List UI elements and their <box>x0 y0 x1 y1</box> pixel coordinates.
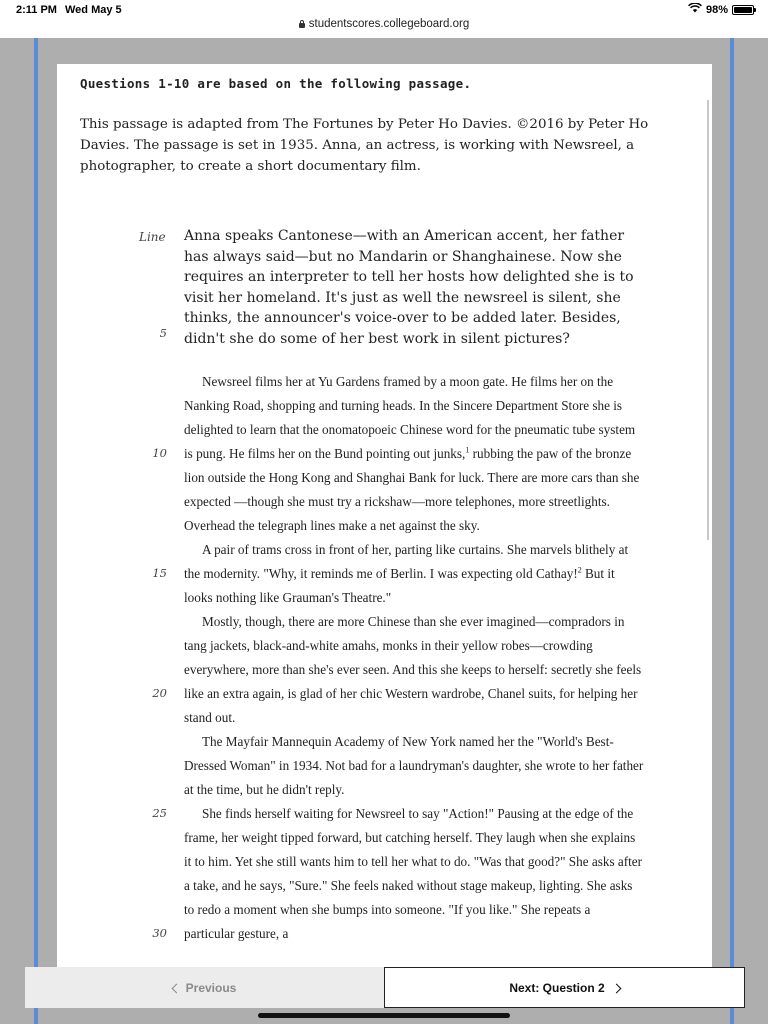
passage-body <box>184 370 644 946</box>
url-text: studentscores.collegeboard.org <box>308 18 470 30</box>
status-bar <box>0 0 768 38</box>
passage-intro: This passage is adapted from The Fortunes by Peter Ho Davies. ©2016 by Peter Ho Davies. The passage is set in 1935. Anna, an actress, is working with Newsreel, a photographer, to create a short documentary film. <box>80 117 649 174</box>
paragraph-text: Newsreel films her at Yu Gardens framed by a moon gate. He films her on the Nanking Road, shopping and turning heads. In the Sincere Department Store she is delighted to learn that the onomatopoeic Chinese word for the pneumatic tube system is pung. He films her on the Bund pointing out junks, <box>184 374 636 461</box>
previous-label: Previous <box>185 980 237 995</box>
next-label: Next: Question 2 <box>509 980 605 995</box>
battery-level <box>734 7 752 13</box>
status-date: Wed May 5 <box>65 4 122 16</box>
paragraph-text: But it looks nothing like Grauman's Theatre." <box>184 566 615 605</box>
paragraph-text: A pair of trams cross in front of her, parting like curtains. She marvels blithely at the modernity. "Why, it reminds me of Berlin. I was expecting old Cathay! <box>184 542 629 581</box>
line-number: 15 <box>152 566 167 580</box>
question-navigation <box>25 967 745 1008</box>
line-label: Line <box>139 230 166 244</box>
passage-paragraph-1: Anna speaks Cantonese—with an American accent, her father has always said—but no Mandarin or Shanghainese. Now she requires an interpreter to tell her hosts how delighted she is to visit her homeland. It's just as well the newsreel is silent, she thinks, the announcer's voice-over to be added later. Besides, didn't she do some of her best work in silent pictures? <box>184 228 634 347</box>
line-number: 30 <box>152 926 167 940</box>
wifi-icon <box>688 3 702 16</box>
line-number: 5 <box>159 326 167 340</box>
battery-icon <box>732 5 754 15</box>
frame-border-left <box>34 38 38 1024</box>
passage-paragraph-2 <box>184 370 644 538</box>
status-time: 2:11 PM <box>16 4 57 16</box>
footnote-marker[interactable]: 2 <box>577 565 582 575</box>
address-bar[interactable] <box>0 18 768 30</box>
footnote-marker[interactable]: 1 <box>465 445 470 455</box>
passage-paragraph-3 <box>184 538 644 610</box>
passage-scrollbar[interactable] <box>707 100 709 540</box>
passage-paragraph-4: Mostly, though, there are more Chinese than she ever imagined—compradors in tang jackets, black-and-white amahs, monks in their yellow robes—crowding everywhere, more than she's ever seen. And this she keeps to herself: secretly she feels like an extra again, is glad of her chic Western wardrobe, Chanel suits, for helping her stand out. <box>184 614 642 725</box>
battery-percent: 98% <box>705 3 728 16</box>
chevron-right-icon <box>611 983 621 993</box>
frame-border-right <box>730 38 734 1024</box>
passage-paragraph-6: She finds herself waiting for Newsreel to say "Action!" Pausing at the edge of the frame, her weight tipped forward, but catching herself. They laugh when she explains it to him. Yet she still wants him to tell her what to do. "Was that good?" She asks after a take, and he says, "Sure." She feels naked without stage makeup, lighting. She asks to redo a moment when she bumps into someone. "If you like." She repeats a particular gesture, a <box>184 806 643 941</box>
questions-heading: Questions 1-10 are based on the following passage. <box>80 76 472 91</box>
status-indicators <box>688 3 754 16</box>
line-number: 25 <box>152 806 167 820</box>
paragraph-text: rubbing the paw of the bronze lion outside the Hong Kong and Shanghai Bank for luck. There are more cars than she expected —though she must try a rickshaw—more telephones, more streetlights. Overhead the telegraph lines make a net against the sky. <box>184 446 640 533</box>
previous-button[interactable] <box>25 967 384 1008</box>
home-indicator[interactable] <box>258 1013 510 1018</box>
line-number: 20 <box>152 686 167 700</box>
line-number: 10 <box>152 446 167 460</box>
chevron-left-icon <box>171 983 181 993</box>
next-question-button[interactable] <box>384 967 745 1008</box>
passage-paragraph-5: The Mayfair Mannequin Academy of New York named her the "World's Best-Dressed Woman" in 1934. Not bad for a laundryman's daughter, she wrote to her father at the time, but he didn't reply. <box>184 734 644 797</box>
lock-icon <box>299 23 305 28</box>
